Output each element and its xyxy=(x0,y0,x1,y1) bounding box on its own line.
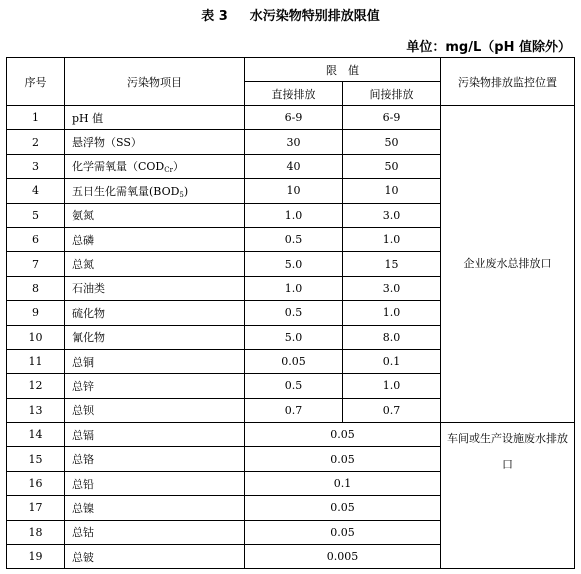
indirect-limit: 10 xyxy=(343,179,441,203)
direct-limit: 0.5 xyxy=(245,374,343,398)
row-number: 1 xyxy=(7,106,65,130)
monitor-location-total: 企业废水总排放口 xyxy=(441,106,575,423)
indirect-limit: 1.0 xyxy=(343,374,441,398)
pollutant-name xyxy=(65,179,245,203)
pollutant-name: 总镍 xyxy=(65,496,245,520)
table-row xyxy=(7,423,575,447)
direct-limit: 1.0 xyxy=(245,203,343,227)
header-pollutant: 污染物项目 xyxy=(65,58,245,106)
header-location: 污染物排放监控位置 xyxy=(441,58,575,106)
row-number: 10 xyxy=(7,325,65,349)
pollutant-name: 总氮 xyxy=(65,252,245,276)
header-limit: 限 值 xyxy=(245,58,441,82)
header-indirect: 间接排放 xyxy=(343,82,441,106)
indirect-limit: 3.0 xyxy=(343,203,441,227)
limit-value: 0.05 xyxy=(245,496,441,520)
row-number: 18 xyxy=(7,520,65,544)
direct-limit: 1.0 xyxy=(245,276,343,300)
table-body xyxy=(7,106,575,569)
indirect-limit: 3.0 xyxy=(343,276,441,300)
limit-value: 0.005 xyxy=(245,545,441,569)
row-number: 6 xyxy=(7,227,65,251)
pollutant-name: 总铅 xyxy=(65,471,245,495)
pollutant-name: 总铬 xyxy=(65,447,245,471)
table-row xyxy=(7,106,575,130)
direct-limit: 30 xyxy=(245,130,343,154)
direct-limit: 5.0 xyxy=(245,252,343,276)
pollutant-name: 总钴 xyxy=(65,520,245,544)
row-number: 17 xyxy=(7,496,65,520)
direct-limit: 0.05 xyxy=(245,349,343,373)
indirect-limit: 1.0 xyxy=(343,227,441,251)
table-title: 水污染物特别排放限值 xyxy=(249,9,380,24)
indirect-limit: 8.0 xyxy=(343,325,441,349)
table-caption xyxy=(0,5,581,24)
limit-value: 0.05 xyxy=(245,423,441,447)
pollutant-limits-table xyxy=(6,57,575,569)
table-number: 表 3 xyxy=(201,9,228,24)
row-number: 2 xyxy=(7,130,65,154)
direct-limit: 0.7 xyxy=(245,398,343,422)
pollutant-name: pH 值 xyxy=(65,106,245,130)
row-number: 3 xyxy=(7,154,65,178)
pollutant-name: 总镉 xyxy=(65,423,245,447)
pollutant-name: 悬浮物（SS） xyxy=(65,130,245,154)
pollutant-name-text: 五日生化需氧量(BOD xyxy=(72,184,180,198)
pollutant-name: 总铜 xyxy=(65,349,245,373)
row-number: 13 xyxy=(7,398,65,422)
indirect-limit: 50 xyxy=(343,130,441,154)
header-seq: 序号 xyxy=(7,58,65,106)
monitor-location-workshop: 车间或生产设施废水排放口 xyxy=(441,423,575,569)
pollutant-name-tail: ) xyxy=(183,184,189,198)
row-number: 7 xyxy=(7,252,65,276)
pollutant-name: 总铍 xyxy=(65,545,245,569)
header-direct: 直接排放 xyxy=(245,82,343,106)
indirect-limit: 0.1 xyxy=(343,349,441,373)
pollutant-name: 总锌 xyxy=(65,374,245,398)
row-number: 8 xyxy=(7,276,65,300)
pollutant-name xyxy=(65,154,245,178)
indirect-limit: 15 xyxy=(343,252,441,276)
direct-limit: 0.5 xyxy=(245,301,343,325)
row-number: 12 xyxy=(7,374,65,398)
row-number: 19 xyxy=(7,545,65,569)
indirect-limit: 50 xyxy=(343,154,441,178)
direct-limit: 5.0 xyxy=(245,325,343,349)
row-number: 15 xyxy=(7,447,65,471)
row-number: 14 xyxy=(7,423,65,447)
limit-value: 0.1 xyxy=(245,471,441,495)
pollutant-name: 氰化物 xyxy=(65,325,245,349)
row-number: 5 xyxy=(7,203,65,227)
pollutant-name: 总磷 xyxy=(65,227,245,251)
limit-value: 0.05 xyxy=(245,520,441,544)
pollutant-name-text: 化学需氧量（COD xyxy=(72,160,165,174)
direct-limit: 10 xyxy=(245,179,343,203)
pollutant-name-subscript: 5 xyxy=(179,190,184,199)
indirect-limit: 6-9 xyxy=(343,106,441,130)
row-number: 9 xyxy=(7,301,65,325)
row-number: 4 xyxy=(7,179,65,203)
pollutant-name: 石油类 xyxy=(65,276,245,300)
direct-limit: 40 xyxy=(245,154,343,178)
pollutant-name: 硫化物 xyxy=(65,301,245,325)
row-number: 11 xyxy=(7,349,65,373)
direct-limit: 6-9 xyxy=(245,106,343,130)
row-number: 16 xyxy=(7,471,65,495)
direct-limit: 0.5 xyxy=(245,227,343,251)
pollutant-name-tail: ） xyxy=(172,160,184,174)
indirect-limit: 1.0 xyxy=(343,301,441,325)
pollutant-name-subscript: Cr xyxy=(164,166,173,175)
pollutant-name: 氨氮 xyxy=(65,203,245,227)
indirect-limit: 0.7 xyxy=(343,398,441,422)
unit-note: 单位：mg/L（pH 值除外） xyxy=(406,40,571,55)
limit-value: 0.05 xyxy=(245,447,441,471)
pollutant-name: 总钡 xyxy=(65,398,245,422)
